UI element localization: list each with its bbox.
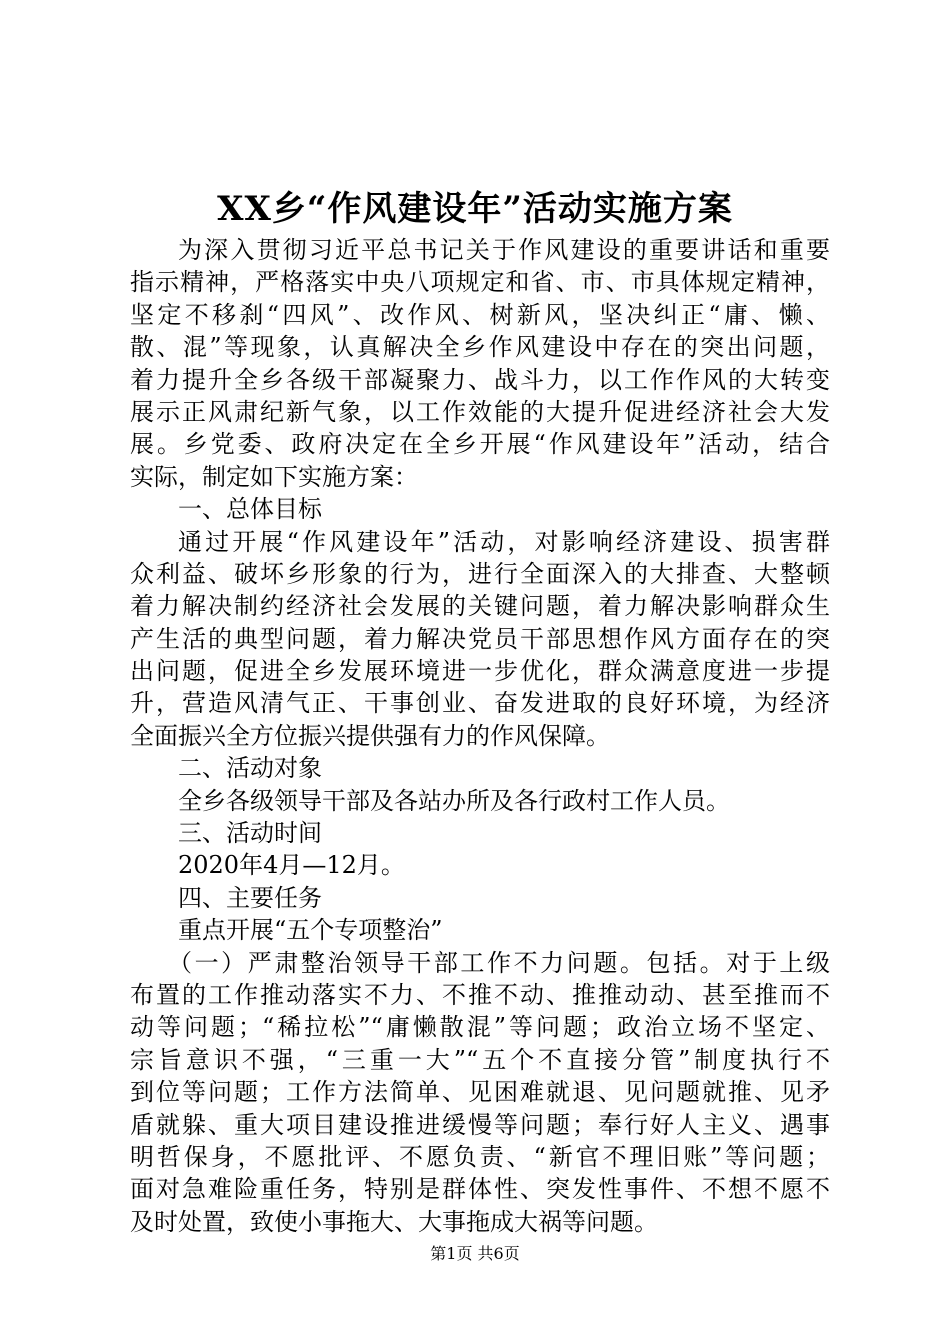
paragraph-line: 坚定不移刹“四风”、改作风、树新风，坚决纠正“庸、懒、 [130,300,830,329]
document-body [130,234,830,1238]
paragraph-line: 面对急难险重任务，特别是群体性、突发性事件、不想不愿不 [130,1175,830,1204]
paragraph-line: 展示正风肃纪新气象，以工作效能的大提升促进经济社会大发 [130,397,830,426]
document-title: XX乡“作风建设年”活动实施方案 [217,189,733,229]
paragraph-line: 明哲保身，不愿批评、不愿负责、“新官不理旧账”等问题； [130,1142,830,1171]
section-heading: 三、活动时间 [178,819,322,848]
paragraph-line: 产生活的典型问题，着力解决党员干部思想作风方面存在的突 [130,624,830,653]
paragraph-line: 众利益、破坏乡形象的行为，进行全面深入的大排查、大整顿 [130,559,830,588]
paragraph-line: 着力解决制约经济社会发展的关键问题，着力解决影响群众生 [130,592,830,621]
paragraph-line: 指示精神，严格落实中央八项规定和省、市、市具体规定精神， [130,268,830,297]
paragraph-line: 盾就躲、重大项目建设推进缓慢等问题；奉行好人主义、遇事 [130,1110,830,1139]
paragraph-line: 展。乡党委、政府决定在全乡开展“作风建设年”活动，结合 [130,430,830,459]
paragraph-line: 出问题，促进全乡发展环境进一步优化，群众满意度进一步提 [130,657,830,686]
paragraph-line: 实际，制定如下实施方案： [130,462,418,491]
section-heading: 二、活动对象 [178,754,322,783]
paragraph-line: 着力提升全乡各级干部凝聚力、战斗力，以工作作风的大转变 [130,365,830,394]
section-heading: 一、总体目标 [178,495,322,524]
paragraph-line: 布置的工作推动落实不力、不推不动、推推动动、甚至推而不 [130,980,830,1009]
paragraph-line: 宗旨意识不强，“三重一大”“五个不直接分管”制度执行不 [130,1045,830,1074]
paragraph-line: 全面振兴全方位振兴提供强有力的作风保障。 [130,721,610,750]
paragraph-line: 及时处置，致使小事拖大、大事拖成大祸等问题。 [130,1207,658,1236]
section-heading: 四、主要任务 [178,883,322,912]
paragraph-line: （一）严肃整治领导干部工作不力问题。包括。对于上级 [168,948,830,977]
paragraph-line: 到位等问题；工作方法简单、见困难就退、见问题就推、见矛 [130,1078,830,1107]
paragraph-line: 全乡各级领导干部及各站办所及各行政村工作人员。 [178,786,730,815]
paragraph-line: 动等问题；“稀拉松”“庸懒散混”等问题；政治立场不坚定、 [130,1013,830,1042]
paragraph-line: 重点开展“五个专项整治” [178,916,443,945]
paragraph-line: 散、混”等现象，认真解决全乡作风建设中存在的突出问题， [130,333,830,362]
page-footer: 第1页 共6页 [430,1244,520,1263]
paragraph-line: 通过开展“作风建设年”活动，对影响经济建设、损害群 [178,527,830,556]
paragraph-line: 升，营造风清气正、干事创业、奋发进取的良好环境，为经济 [130,689,830,718]
paragraph-line: 为深入贯彻习近平总书记关于作风建设的重要讲话和重要 [178,236,830,264]
paragraph-line: 2020年4月—12月。 [178,851,405,880]
